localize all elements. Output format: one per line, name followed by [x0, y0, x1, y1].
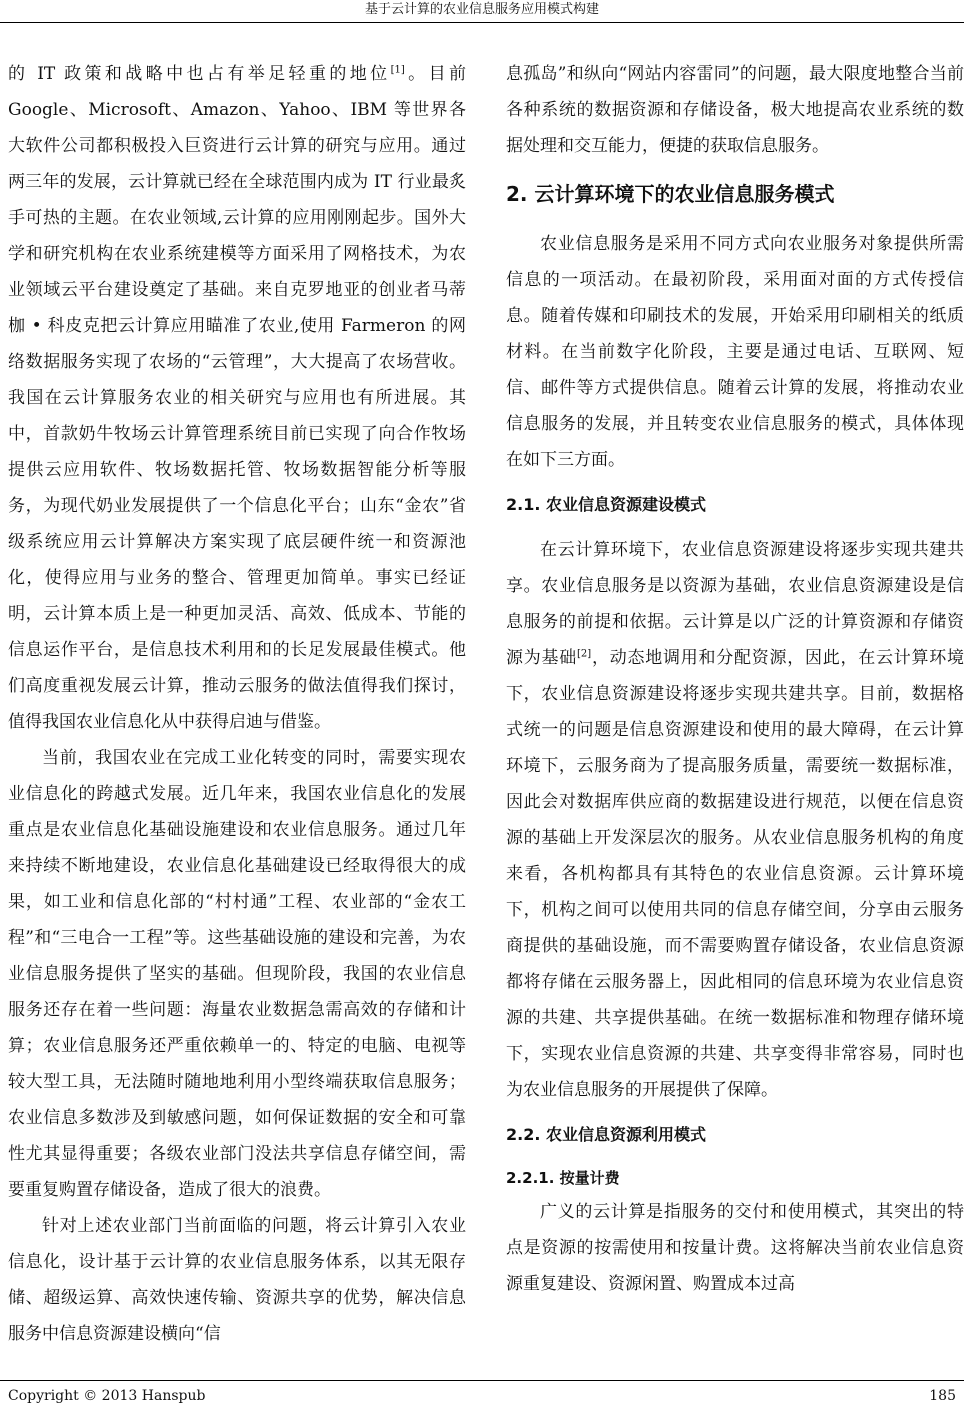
- left-column: [8, 56, 466, 1352]
- subsubsection-heading: 2.2.1. 按量计费: [506, 1169, 620, 1187]
- paragraph: 当前，我国农业在完成工业化转变的同时，需要实现农业信息化的跨越式发展。近几年来，我国农业信息化的发展重点是农业信息化基础设施建设和农业信息服务。通过几年来持续不断地建设，农业信息化基础建设已经取得很大的成果，如工业和信息化部的“村村通”工程、农业部的“金农工程”和“三电合一工程”等。这些基础设施的建设和完善，为农业信息服务提供了坚实的基础。但现阶段，我国的农业信息服务还存在着一些问题：海量农业数据急需高效的存储和计算；农业信息服务还严重依赖单一的、特定的电脑、电视等较大型工具，无法随时随地地利用小型终端获取信息服务；农业信息多数涉及到敏感问题，如何保证数据的安全和可靠性尤其显得重要；各级农业部门没法共享信息存储空间，需要重复购置存储设备，造成了很大的浪费。: [8, 748, 466, 1200]
- paragraph: 广义的云计算是指服务的交付和使用模式，其突出的特点是资源的按需使用和按量计费。这将解决当前农业信息资源重复建设、资源闲置、购置成本过高: [506, 1202, 964, 1294]
- paragraph: 在云计算环境下，农业信息资源建设将逐步实现共建共享。农业信息服务是以资源为基础，农业信息资源建设是信息服务的前提和依据。云计算是以广泛的计算资源和存储资源为基础[2]，动态地调用和分配资源，因此，在云计算环境下，农业信息资源建设将逐步实现共建共享。目前，数据格式统一的问题是信息资源建设和使用的最大障碍，在云计算环境下，云服务商为了提高服务质量，需要统一数据标准，因此会对数据库供应商的数据建设进行规范，以便在信息资源的基础上开发深层次的服务。从农业信息服务机构的角度来看，各机构都具有其特色的农业信息资源。云计算环境下，机构之间可以使用共同的信息存储空间，分享由云服务商提供的基础设施，而不需要购置存储设备，农业信息资源都将存储在云服务器上，因此相同的信息环境为农业信息资源的共建、共享提供基础。在统一数据标准和物理存储环境下，实现农业信息资源的共建、共享变得非常容易，同时也为农业信息服务的开展提供了保障。: [506, 540, 964, 1100]
- page-number: 185: [929, 1388, 956, 1404]
- subsection-heading: 2.1. 农业信息资源建设模式: [506, 495, 706, 514]
- running-header: [0, 0, 964, 23]
- section-heading: 2. 云计算环境下的农业信息服务模式: [506, 182, 835, 206]
- paragraph: 针对上述农业部门当前面临的问题，将云计算引入农业信息化，设计基于云计算的农业信息服务体系，以其无限存储、超级运算、高效快速传输、资源共享的优势，解决信息服务中信息资源建设横向“信: [8, 1216, 466, 1344]
- paragraph: 农业信息服务是采用不同方式向农业服务对象提供所需信息的一项活动。在最初阶段，采用面对面的方式传授信息。随着传媒和印刷技术的发展，开始采用印刷相关的纸质材料。在当前数字化阶段，主要是通过电话、互联网、短信、邮件等方式提供信息。随着云计算的发展，将推动农业信息服务的发展，并且转变农业信息服务的模式，具体体现在如下三方面。: [506, 234, 964, 470]
- right-column: [506, 56, 964, 1302]
- running-title: 基于云计算的农业信息服务应用模式构建: [364, 2, 599, 17]
- subsection-heading: 2.2. 农业信息资源利用模式: [506, 1125, 706, 1144]
- citation-ref[interactable]: [2]: [577, 648, 592, 660]
- paragraph: 的 IT 政策和战略中也占有举足轻重的地位[1]。目前Google、Microsoft、Amazon、Yahoo、IBM 等世界各大软件公司都积极投入巨资进行云计算的研究与应用。通过两三年的发展，云计算就已经在全球范围内成为 IT 行业最炙手可热的主题。在农业领域,云计算的应用刚刚起步。国外大学和研究机构在农业系统建模等方面采用了网格技术，为农业领域云平台建设奠定了基础。来自克罗地亚的创业者马蒂枷 • 科皮克把云计算应用瞄准了农业,使用 Farmeron 的网络数据服务实现了农场的“云管理”，大大提高了农场营收。我国在云计算服务农业的相关研究与应用也有所进展。其中，首款奶牛牧场云计算管理系统目前已实现了向合作牧场提供云应用软件、牧场数据托管、牧场数据智能分析等服务，为现代奶业发展提供了一个信息化平台；山东“金农”省级系统应用云计算解决方案实现了底层硬件统一和资源池化，使得应用与业务的整合、管理更加简单。事实已经证明，云计算本质上是一种更加灵活、高效、低成本、节能的信息运作平台，是信息技术利用和的长足发展最佳模式。他们高度重视发展云计算，推动云服务的做法值得我们探讨，值得我国农业信息化从中获得启迪与借鉴。: [8, 64, 466, 732]
- copyright: Copyright © 2013 Hanspub: [8, 1388, 206, 1404]
- citation-ref[interactable]: [1]: [390, 64, 405, 76]
- footer-rule: [0, 1380, 964, 1381]
- paragraph: 息孤岛”和纵向“网站内容雷同”的问题，最大限度地整合当前各种系统的数据资源和存储设备，极大地提高农业系统的数据处理和交互能力，便捷的获取信息服务。: [506, 64, 964, 156]
